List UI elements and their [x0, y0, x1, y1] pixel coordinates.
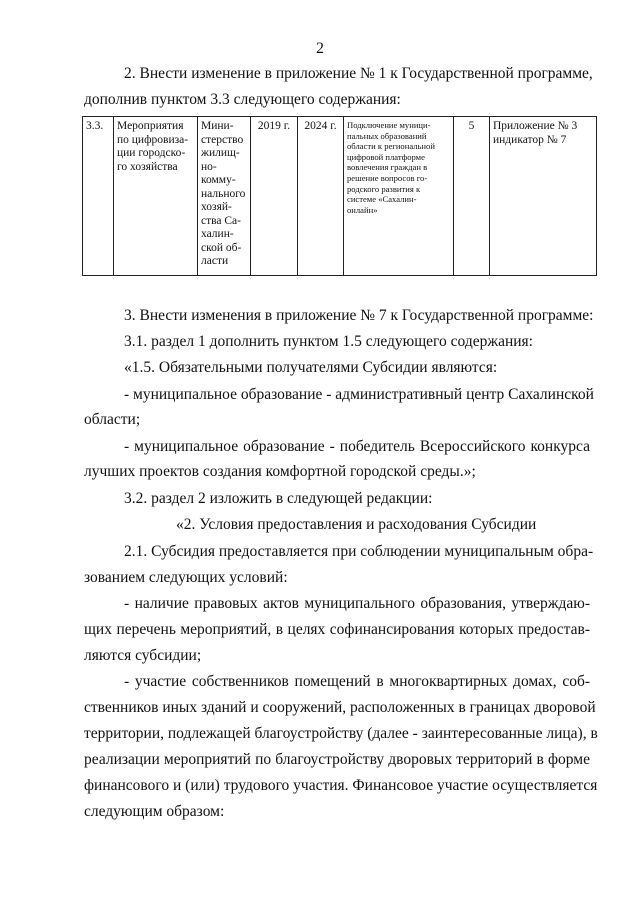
cell-executor: Мини- стерство жилищ- но- комму- нального хозяй- ства Са- халин- ской об- ласти: [198, 117, 251, 276]
condition-1-line-2: щих перечень мероприятий, в целях софинансирования которых предостав-: [84, 621, 590, 638]
list-item-1-line-1: - муниципальное образование - административный центр Сахалинской: [124, 386, 594, 403]
list-item-2-line-2: лучших проектов создания комфортной городской среды.»;: [84, 463, 476, 480]
paragraph-2-1-line-2: зованием следующих условий:: [84, 569, 288, 586]
condition-2-line-1: - участие собственников помещений в многоквартирных домах, соб-: [124, 673, 590, 690]
intro-line-2: дополнив пунктом 3.3 следующего содержания:: [84, 91, 401, 108]
condition-1-line-1: - наличие правовых актов муниципального образования, утверждаю-: [124, 595, 590, 612]
paragraph-2-1-line-1: 2.1. Субсидия предоставляется при соблюдении муниципальным обра-: [124, 543, 594, 560]
condition-2-line-2: ственников иных зданий и сооружений, расположенных в границах дворовой: [84, 699, 596, 716]
paragraph-3: 3. Внести изменения в приложение № 7 к Государственной программе:: [124, 307, 594, 324]
page-number: 2: [316, 40, 324, 57]
list-item-1-line-2: области;: [84, 411, 141, 428]
section-title: «2. Условия предоставления и расходования Субсидии: [176, 516, 537, 533]
cell-start-year: 2019 г.: [251, 117, 298, 276]
condition-2-line-4: реализации мероприятий по благоустройству дворовых территорий в форме: [84, 751, 590, 768]
paragraph-3-1: 3.1. раздел 1 дополнить пунктом 1.5 следующего содержания:: [124, 333, 533, 350]
cell-result: Подключение муници- пальных образований области к региональной цифровой платформе вовлечения граждан в решение вопросов го- родского развития к системе «Сахалин- онлайн»: [344, 117, 454, 276]
cell-event: Мероприятия по цифровиза- ции городско- го хозяйства: [114, 117, 198, 276]
list-item-2-line-1: - муниципальное образование - победитель Всероссийского конкурса: [124, 438, 590, 455]
cell-number: 3.3.: [83, 117, 114, 276]
intro-line-1: 2. Внести изменение в приложение № 1 к Государственной программе,: [124, 65, 593, 82]
cell-link: Приложение № 3 индикатор № 7: [490, 117, 597, 276]
cell-count: 5: [454, 117, 490, 276]
table-row: [83, 117, 597, 276]
program-table: [82, 116, 597, 276]
paragraph-1-5: «1.5. Обязательными получателями Субсидии являются:: [124, 359, 498, 376]
condition-1-line-3: ляются субсидии;: [84, 647, 202, 664]
condition-2-line-3: территории, подлежащей благоустройству (далее - заинтересованные лица), в: [84, 725, 598, 742]
condition-2-line-6: следующим образом:: [84, 803, 225, 820]
paragraph-3-2: 3.2. раздел 2 изложить в следующей редакции:: [124, 490, 433, 507]
condition-2-line-5: финансового и (или) трудового участия. Финансовое участие осуществляется: [84, 777, 598, 794]
cell-end-year: 2024 г.: [298, 117, 344, 276]
